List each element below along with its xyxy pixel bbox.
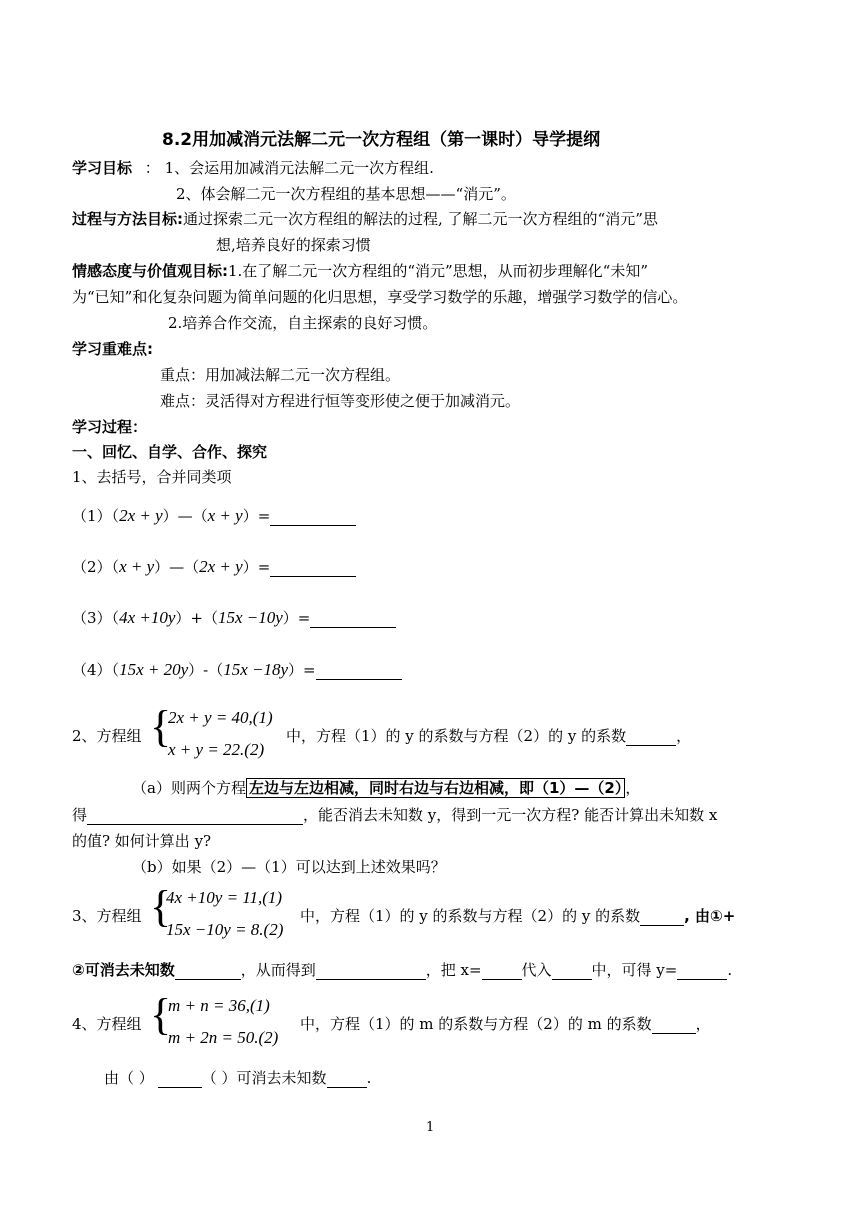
q2-line-a2: 得 ，能否消去未知数 y，得到一元一次方程? 能否计算出未知数 x	[72, 806, 718, 824]
answer-blank[interactable]	[175, 963, 241, 980]
goals-colon: ：	[144, 159, 160, 177]
expression: 15x + 20y	[119, 660, 189, 679]
answer-blank[interactable]	[652, 1017, 696, 1034]
q4-equation-1: m + n = 36,(1)	[168, 996, 270, 1015]
q2-equation-1: 2x + y = 40,(1)	[168, 708, 273, 727]
answer-blank[interactable]	[552, 963, 592, 980]
expression: x + y	[207, 506, 243, 525]
item-number: （4）	[72, 661, 112, 679]
emotion-goal-text-3: 2.培养合作交流，自主探索的良好习惯。	[168, 314, 438, 332]
q1-item-2: （2）（x + y）—（2x + y）=	[72, 557, 356, 577]
emotion-goal-text-2: 为“已知”和化复杂问题为简单问题的化归思想，享受学习数学的乐趣，增强学习数学的信心。	[72, 288, 688, 306]
item-number: （3）	[72, 609, 112, 627]
section-heading-1: 一、回忆、自学、合作、探究	[72, 443, 268, 461]
q3-equation-2: 15x −10y = 8.(2)	[166, 920, 284, 939]
answer-blank[interactable]	[640, 909, 684, 926]
item-number: （2）	[72, 558, 112, 576]
q2-prefix: 2、方程组	[72, 727, 142, 745]
q4-equation-2: m + 2n = 50.(2)	[168, 1028, 279, 1047]
q2-line-a3: 的值? 如何计算出 y?	[72, 832, 212, 850]
q2-equation-2: x + y = 22.(2)	[168, 740, 265, 759]
expression: 15x −10y	[217, 608, 283, 627]
highlight-box: 左边与左边相减，同时右边与右边相减，即（1）—（2）	[246, 778, 625, 798]
emotion-goal-line-1	[72, 261, 648, 281]
goals-item-2: 2、体会解二元一次方程组的基本思想——“消元”。	[176, 185, 516, 203]
q3-line-2: ②可消去未知数 ，从而得到 ，把 x= 代入 中，可得 y= .	[72, 961, 733, 979]
q4-line-1: 中，方程（1）的 m 的系数与方程（2）的 m 的系数 ，	[300, 1015, 711, 1033]
equation-brace: {	[150, 702, 172, 751]
expression: x + y	[119, 557, 155, 576]
keypoints-label: 学习重难点:	[72, 340, 153, 358]
page-number: 1	[426, 1120, 435, 1135]
q4-prefix: 4、方程组	[72, 1015, 142, 1033]
q4-line-2: 由（ ） （ ）可消去未知数 .	[104, 1069, 372, 1087]
process-goal-label: 过程与方法目标:	[72, 210, 183, 228]
q2-line-a: （a）则两个方程 左边与左边相减，同时右边与右边相减，即（1）—（2） ，	[132, 779, 641, 797]
answer-blank[interactable]	[626, 729, 676, 746]
answer-blank[interactable]	[158, 1071, 202, 1088]
answer-blank[interactable]	[316, 663, 402, 680]
emotion-goal-label: 情感态度与价值观目标:	[72, 262, 228, 280]
page-title: 8.2用加减消元法解二元一次方程组（第一课时）导学提纲	[162, 130, 601, 150]
answer-blank[interactable]	[87, 808, 303, 825]
answer-blank[interactable]	[316, 963, 426, 980]
q2-line-b: （b）如果（2）—（1）可以达到上述效果吗？	[132, 858, 446, 876]
q1-item-4: （4）（15x + 20y）-（15x −18y）=	[72, 660, 402, 680]
keypoint-key: 重点：用加减法解二元一次方程组。	[160, 366, 401, 384]
question-1-title: 1、去括号，合并同类项	[72, 468, 232, 486]
emotion-goal-text-1: 1.在了解二元一次方程组的“消元”思想，从而初步理解化“未知”	[228, 262, 648, 280]
process-goal-text-1: 通过探索二元一次方程组的解法的过程, 了解二元一次方程组的“消元”思	[183, 210, 658, 228]
equation-brace: {	[150, 990, 172, 1039]
expression: 2x + y	[119, 506, 163, 525]
answer-blank[interactable]	[270, 509, 356, 526]
expression: 2x + y	[199, 557, 243, 576]
q1-item-3: （3）（4x +10y）+（15x −10y）=	[72, 608, 396, 628]
process-goal-line-1	[72, 209, 658, 229]
q2-line-1: 中，方程（1）的 y 的系数与方程（2）的 y 的系数 ，	[286, 727, 692, 745]
answer-blank[interactable]	[270, 560, 356, 577]
goals-line-1	[72, 158, 434, 178]
item-number: （1）	[72, 507, 112, 525]
answer-blank[interactable]	[482, 963, 522, 980]
process-label: 学习过程：	[72, 418, 148, 436]
goals-item-1: 1、会运用加减消元法解二元一次方程组.	[164, 159, 434, 177]
expression: 4x +10y	[119, 608, 176, 627]
q3-prefix: 3、方程组	[72, 907, 142, 925]
answer-blank[interactable]	[310, 611, 396, 628]
process-goal-text-2: 想,培养良好的探索习惯	[216, 236, 371, 254]
q1-item-1: （1）（2x + y）—（x + y）=	[72, 506, 356, 526]
answer-blank[interactable]	[677, 963, 727, 980]
keypoint-difficulty: 难点：灵活得对方程进行恒等变形使之便于加减消元。	[160, 392, 521, 410]
answer-blank[interactable]	[327, 1071, 367, 1088]
q3-line-1: 中，方程（1）的 y 的系数与方程（2）的 y 的系数 , 由①+	[300, 907, 736, 925]
q3-equation-1: 4x +10y = 11,(1)	[166, 888, 283, 907]
goals-label: 学习目标	[72, 159, 133, 177]
equation-brace: {	[150, 882, 172, 931]
expression: 15x −18y	[223, 660, 289, 679]
